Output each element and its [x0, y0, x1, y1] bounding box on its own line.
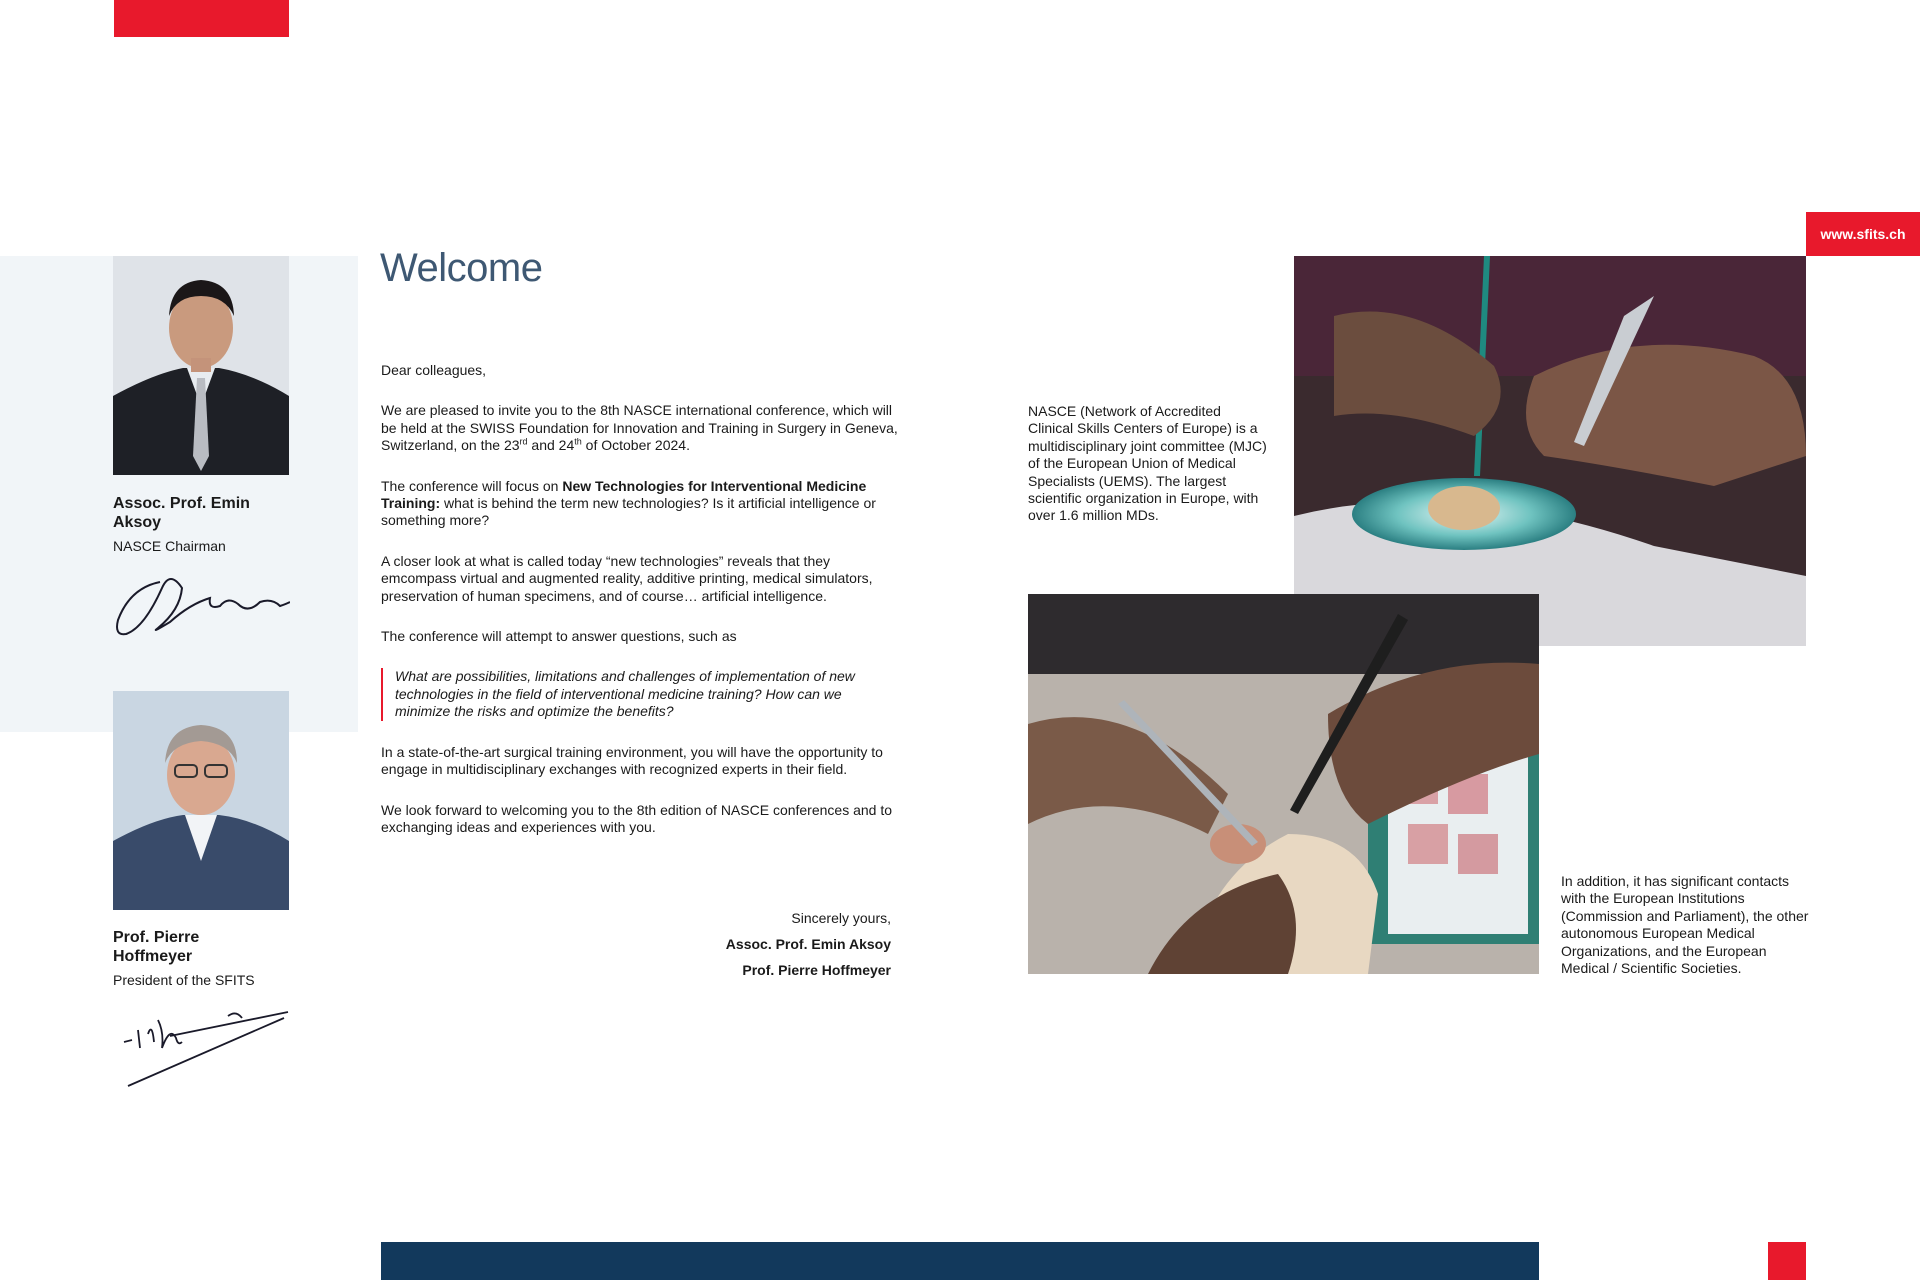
- top-accent-bar: [114, 0, 289, 37]
- letter-paragraph: A closer look at what is called today “new technologies” reveals that they emcompass virtual and augmented reality, additive printing, medical simulators, preservation of human specimens, and of course… artificial intelligence.: [381, 552, 873, 604]
- website-badge[interactable]: www.sfits.ch: [1806, 212, 1920, 256]
- page-title: Welcome: [380, 246, 543, 290]
- bottom-navy-bar: [381, 1242, 1539, 1280]
- letter-greeting: Dear colleagues,: [381, 362, 487, 378]
- photo-eye-surgery-training: [1294, 256, 1806, 646]
- signature-pierre-hoffmeyer: [118, 1002, 298, 1090]
- person-name: Prof. Pierre Hoffmeyer: [113, 929, 200, 965]
- bottom-accent-square: [1768, 1242, 1806, 1280]
- signature-emin-aksoy: [110, 558, 290, 642]
- photo-oral-surgery-training: [1028, 594, 1539, 974]
- signer-name: Assoc. Prof. Emin Aksoy: [725, 936, 891, 952]
- letter-paragraph: The conference will attempt to answer questions, such as: [381, 628, 737, 645]
- signer-name: Prof. Pierre Hoffmeyer: [742, 962, 891, 978]
- portrait-pierre-hoffmeyer: [113, 691, 289, 910]
- welcome-letter: [381, 362, 901, 859]
- contacts-description: In addition, it has significant contacts with the European Institutions (Commission and Parliament), the other autonomous European Medical Organizations, and the European Medical / Scientific Societies.: [1561, 873, 1809, 977]
- person-role: NASCE Chairman: [113, 538, 226, 554]
- letter-paragraph: The conference will focus on New Technologies for Interventional Medicine Training: what is behind the term new technologies? Is it artificial intelligence or something more?: [381, 477, 876, 529]
- portrait-emin-aksoy: [113, 256, 289, 475]
- nasce-description: NASCE (Network of Accredited Clinical Skills Centers of Europe) is a multidisciplinary joint committee (MJC) of the European Union of Medical Specialists (UEMS). The largest scientific organization in Europe, with over 1.6 million MDs.: [1028, 403, 1267, 524]
- letter-signoff: [726, 905, 891, 983]
- person-name: Assoc. Prof. Emin Aksoy: [113, 495, 250, 531]
- letter-paragraph: In a state-of-the-art surgical training environment, you will have the opportunity to engage in multidisciplinary exchanges with recognized experts in their field.: [381, 743, 883, 778]
- letter-paragraph: We are pleased to invite you to the 8th NASCE international conference, which will be held at the SWISS Foundation for Innovation and Training in Surgery in Geneva, Switzerland, on the 23rd and 24th of October 2024.: [381, 402, 898, 454]
- letter-quote: What are possibilities, limitations and challenges of implementation of new technologies in the field of interventional medicine training? How can we minimize the risks and optimize the benefits?: [381, 668, 885, 720]
- signoff-text: Sincerely yours,: [791, 910, 891, 926]
- letter-paragraph: We look forward to welcoming you to the 8th edition of NASCE conferences and to exchanging ideas and experiences with you.: [381, 801, 893, 835]
- person-role: President of the SFITS: [113, 972, 255, 988]
